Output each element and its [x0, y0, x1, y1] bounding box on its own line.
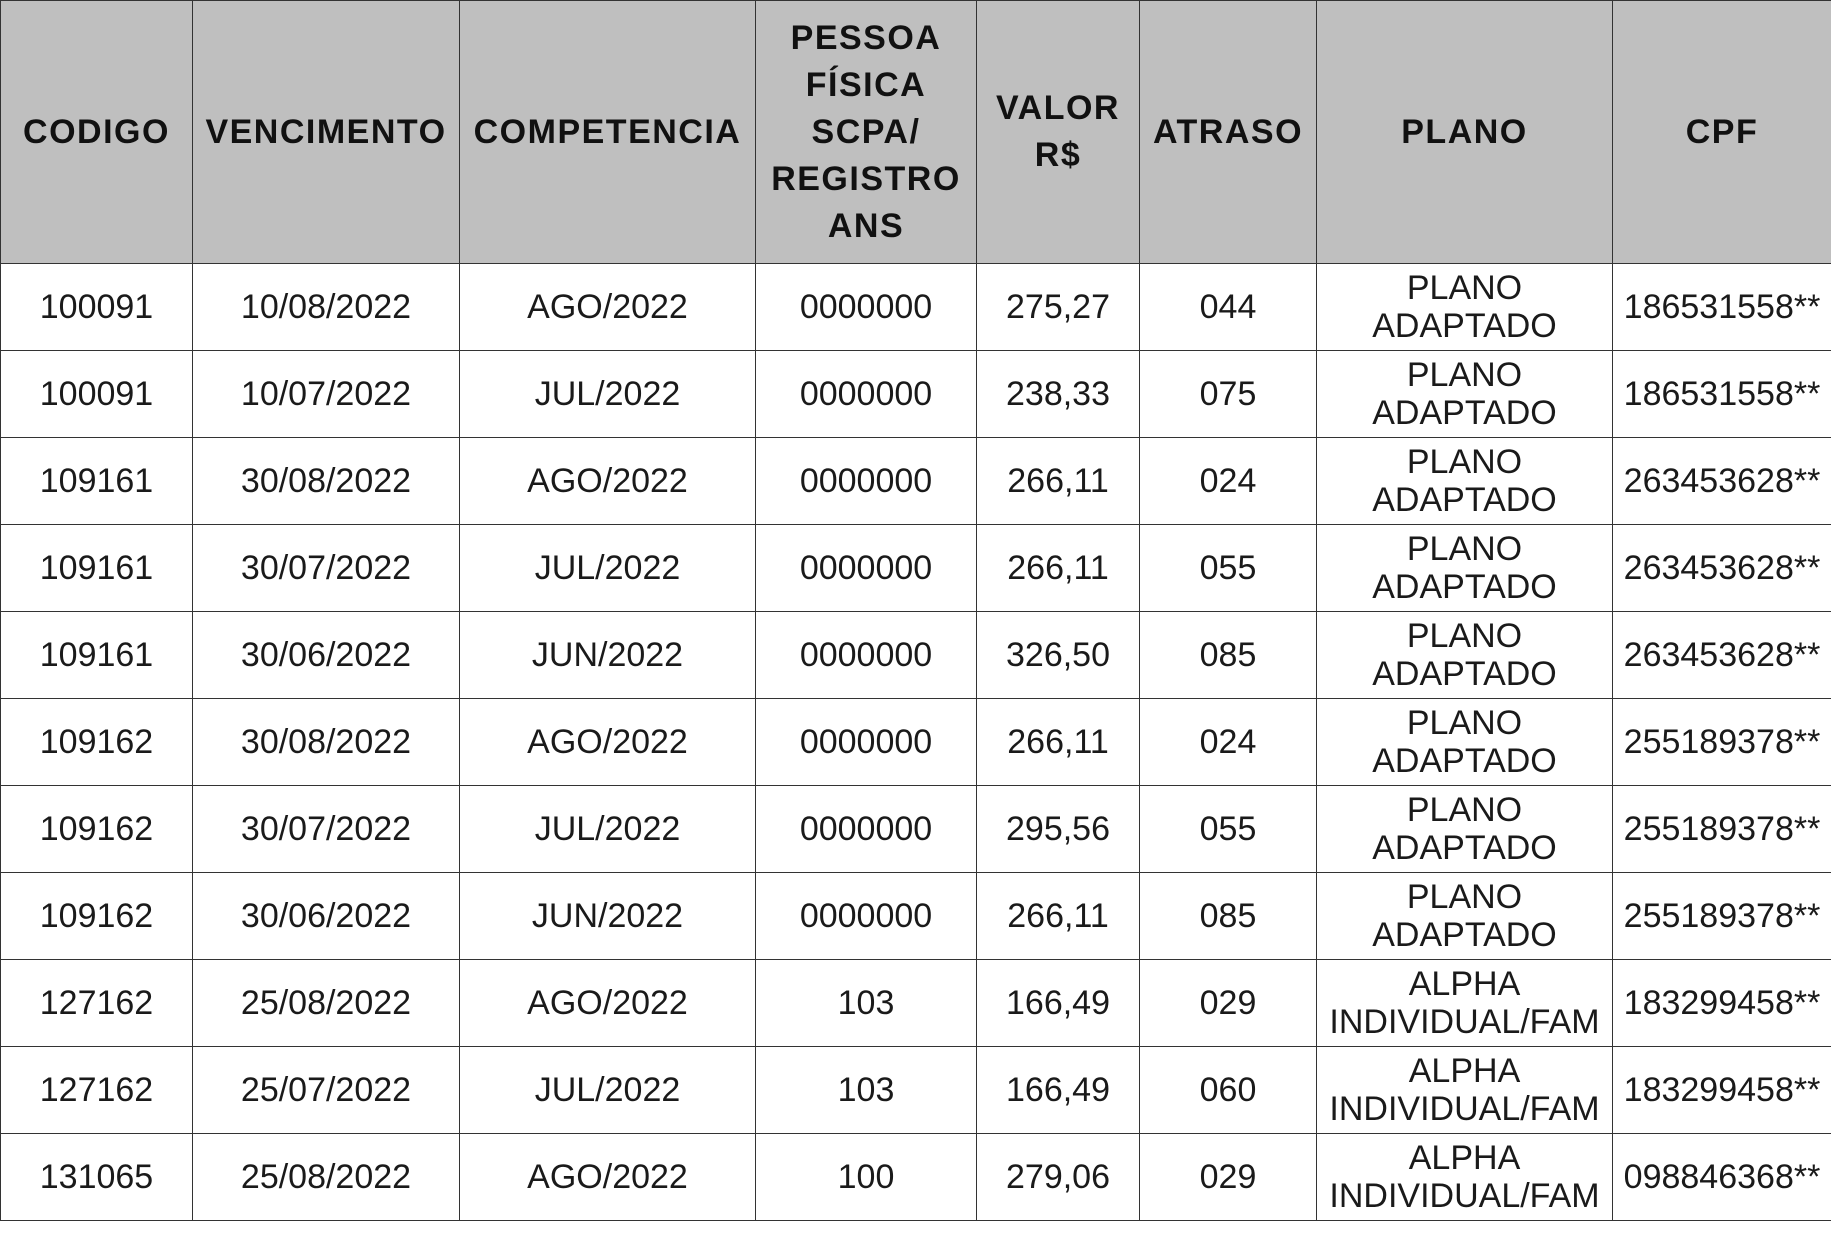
codigo-cell: 109161	[1, 438, 193, 525]
table-header	[1, 1, 1831, 264]
cpf-cell: 255189378**	[1613, 786, 1831, 873]
registro-ans-cell: 103	[756, 960, 977, 1047]
table-row	[1, 786, 1831, 873]
plano-cell: PLANO ADAPTADO	[1317, 525, 1613, 612]
vencimento-cell: 30/07/2022	[193, 786, 460, 873]
registro-ans-cell: 0000000	[756, 351, 977, 438]
plano-cell: PLANO ADAPTADO	[1317, 351, 1613, 438]
codigo-cell: 131065	[1, 1134, 193, 1221]
header-pessoa-fisica-registro-ans: PESSOA FÍSICA SCPA/ REGISTRO ANS	[756, 1, 977, 264]
codigo-cell: 109161	[1, 612, 193, 699]
vencimento-cell: 10/07/2022	[193, 351, 460, 438]
competencia-cell: AGO/2022	[460, 438, 756, 525]
header-row	[1, 1, 1831, 264]
codigo-cell: 100091	[1, 264, 193, 351]
vencimento-cell: 30/08/2022	[193, 438, 460, 525]
valor-cell: 166,49	[977, 1047, 1140, 1134]
valor-cell: 166,49	[977, 960, 1140, 1047]
table-row	[1, 351, 1831, 438]
plano-cell: PLANO ADAPTADO	[1317, 786, 1613, 873]
competencia-cell: AGO/2022	[460, 1134, 756, 1221]
atraso-cell: 024	[1140, 699, 1317, 786]
valor-cell: 279,06	[977, 1134, 1140, 1221]
cpf-cell: 263453628**	[1613, 525, 1831, 612]
valor-cell: 266,11	[977, 873, 1140, 960]
vencimento-cell: 30/08/2022	[193, 699, 460, 786]
registro-ans-cell: 103	[756, 1047, 977, 1134]
codigo-cell: 109162	[1, 873, 193, 960]
codigo-cell: 127162	[1, 960, 193, 1047]
table-row	[1, 525, 1831, 612]
header-cpf: CPF	[1613, 1, 1831, 264]
table-body	[1, 264, 1831, 1221]
codigo-cell: 109162	[1, 699, 193, 786]
plano-cell: ALPHA INDIVIDUAL/FAM	[1317, 1047, 1613, 1134]
cpf-cell: 186531558**	[1613, 351, 1831, 438]
vencimento-cell: 30/06/2022	[193, 873, 460, 960]
competencia-cell: JUN/2022	[460, 873, 756, 960]
header-plano: PLANO	[1317, 1, 1613, 264]
vencimento-cell: 30/06/2022	[193, 612, 460, 699]
atraso-cell: 029	[1140, 960, 1317, 1047]
registro-ans-cell: 0000000	[756, 699, 977, 786]
vencimento-cell: 25/08/2022	[193, 960, 460, 1047]
competencia-cell: JUL/2022	[460, 786, 756, 873]
header-atraso: ATRASO	[1140, 1, 1317, 264]
registro-ans-cell: 0000000	[756, 873, 977, 960]
header-competencia: COMPETENCIA	[460, 1, 756, 264]
header-vencimento: VENCIMENTO	[193, 1, 460, 264]
cpf-cell: 263453628**	[1613, 612, 1831, 699]
registro-ans-cell: 0000000	[756, 264, 977, 351]
table-row	[1, 873, 1831, 960]
cpf-cell: 186531558**	[1613, 264, 1831, 351]
registro-ans-cell: 100	[756, 1134, 977, 1221]
atraso-cell: 060	[1140, 1047, 1317, 1134]
registro-ans-cell: 0000000	[756, 612, 977, 699]
atraso-cell: 029	[1140, 1134, 1317, 1221]
atraso-cell: 055	[1140, 525, 1317, 612]
plano-cell: PLANO ADAPTADO	[1317, 873, 1613, 960]
plano-cell: ALPHA INDIVIDUAL/FAM	[1317, 960, 1613, 1047]
table-row	[1, 1047, 1831, 1134]
competencia-cell: JUL/2022	[460, 351, 756, 438]
vencimento-cell: 10/08/2022	[193, 264, 460, 351]
valor-cell: 326,50	[977, 612, 1140, 699]
registro-ans-cell: 0000000	[756, 786, 977, 873]
valor-cell: 266,11	[977, 525, 1140, 612]
vencimento-cell: 25/07/2022	[193, 1047, 460, 1134]
atraso-cell: 055	[1140, 786, 1317, 873]
registro-ans-cell: 0000000	[756, 438, 977, 525]
cpf-cell: 183299458**	[1613, 960, 1831, 1047]
codigo-cell: 127162	[1, 1047, 193, 1134]
plano-cell: PLANO ADAPTADO	[1317, 699, 1613, 786]
registro-ans-cell: 0000000	[756, 525, 977, 612]
valor-cell: 238,33	[977, 351, 1140, 438]
header-codigo: CODIGO	[1, 1, 193, 264]
cpf-cell: 255189378**	[1613, 699, 1831, 786]
codigo-cell: 109162	[1, 786, 193, 873]
competencia-cell: JUN/2022	[460, 612, 756, 699]
cpf-cell: 255189378**	[1613, 873, 1831, 960]
table-row	[1, 699, 1831, 786]
competencia-cell: AGO/2022	[460, 960, 756, 1047]
valor-cell: 266,11	[977, 699, 1140, 786]
plano-cell: ALPHA INDIVIDUAL/FAM	[1317, 1134, 1613, 1221]
atraso-cell: 075	[1140, 351, 1317, 438]
competencia-cell: JUL/2022	[460, 525, 756, 612]
table-row	[1, 612, 1831, 699]
competencia-cell: JUL/2022	[460, 1047, 756, 1134]
table-row	[1, 438, 1831, 525]
valor-cell: 266,11	[977, 438, 1140, 525]
table-row	[1, 264, 1831, 351]
valor-cell: 295,56	[977, 786, 1140, 873]
valor-cell: 275,27	[977, 264, 1140, 351]
codigo-cell: 109161	[1, 525, 193, 612]
codigo-cell: 100091	[1, 351, 193, 438]
competencia-cell: AGO/2022	[460, 699, 756, 786]
competencia-cell: AGO/2022	[460, 264, 756, 351]
cpf-cell: 263453628**	[1613, 438, 1831, 525]
atraso-cell: 024	[1140, 438, 1317, 525]
plano-cell: PLANO ADAPTADO	[1317, 264, 1613, 351]
header-valor: VALOR R$	[977, 1, 1140, 264]
cpf-cell: 183299458**	[1613, 1047, 1831, 1134]
atraso-cell: 085	[1140, 612, 1317, 699]
cpf-cell: 098846368**	[1613, 1134, 1831, 1221]
table-row	[1, 1134, 1831, 1221]
vencimento-cell: 25/08/2022	[193, 1134, 460, 1221]
vencimento-cell: 30/07/2022	[193, 525, 460, 612]
table-row	[1, 960, 1831, 1047]
atraso-cell: 085	[1140, 873, 1317, 960]
plano-cell: PLANO ADAPTADO	[1317, 438, 1613, 525]
plano-cell: PLANO ADAPTADO	[1317, 612, 1613, 699]
atraso-cell: 044	[1140, 264, 1317, 351]
